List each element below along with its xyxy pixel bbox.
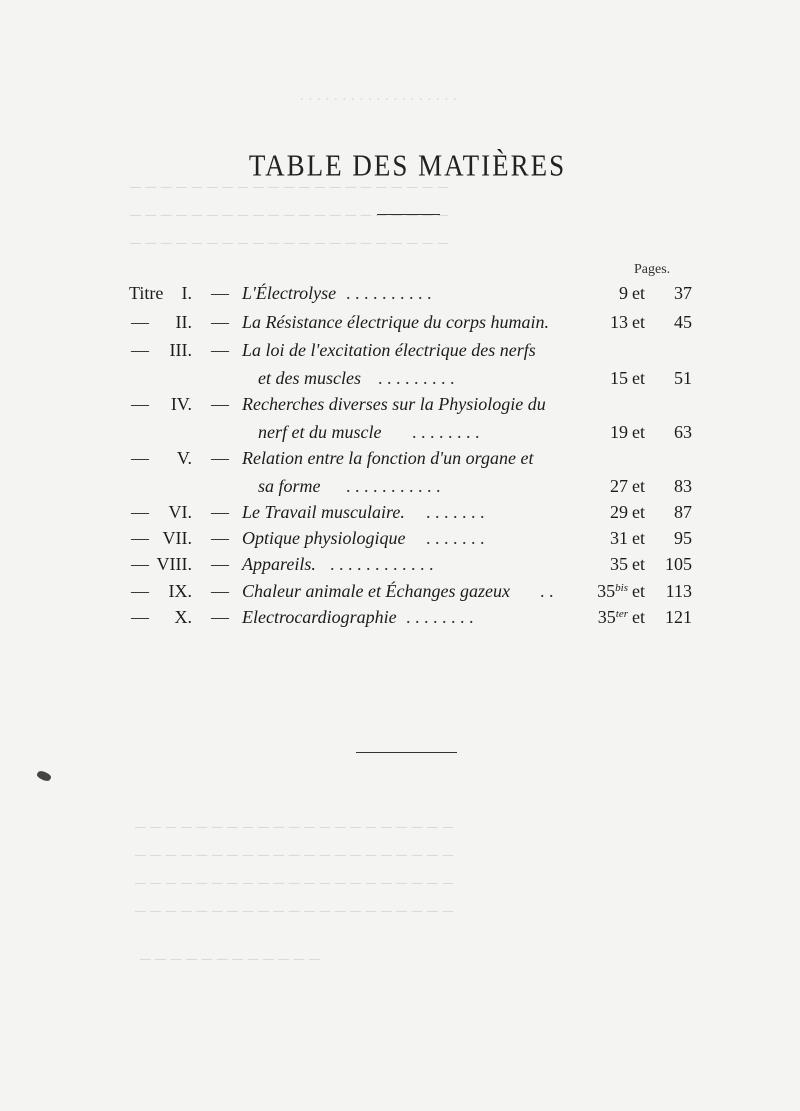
dot-leader: . . bbox=[540, 581, 554, 601]
entry-separator: — bbox=[211, 340, 229, 360]
page-ref-first: 27 bbox=[610, 476, 628, 496]
entry-separator: — bbox=[211, 312, 229, 332]
page-ref-second: 63 bbox=[674, 422, 692, 442]
entry-title-line: et des muscles bbox=[258, 368, 361, 388]
entry-title-line: La loi de l'excitation électrique des nerfs bbox=[242, 340, 536, 360]
page-ref-second: 51 bbox=[674, 368, 692, 388]
entry-separator: — bbox=[211, 528, 229, 548]
title-divider bbox=[377, 214, 440, 215]
ditto-dash: — bbox=[131, 554, 149, 574]
entry-number: VIII. bbox=[156, 554, 192, 574]
dot-leader: . . . . . . . . . bbox=[378, 368, 455, 388]
et-label: et bbox=[632, 554, 645, 574]
dot-leader: . . . . . . . bbox=[426, 502, 485, 522]
et-label: et bbox=[632, 502, 645, 522]
page-ref-suffix: bis bbox=[615, 582, 628, 594]
toc-entry bbox=[0, 554, 800, 578]
entry-separator: — bbox=[211, 581, 229, 601]
entry-title: Le Travail musculaire. bbox=[242, 502, 405, 522]
entry-separator: — bbox=[211, 394, 229, 414]
entry-number: VI. bbox=[168, 502, 192, 522]
page-ref-second: 113 bbox=[665, 581, 692, 601]
entry-title: Optique physiologique bbox=[242, 528, 406, 548]
toc-entry bbox=[0, 502, 800, 526]
entry-separator: — bbox=[211, 607, 229, 627]
page-ref-second: 95 bbox=[674, 528, 692, 548]
show-through-text: ─ ─ ─ ─ ─ ─ ─ ─ ─ ─ ─ ─ ─ ─ ─ ─ ─ ─ ─ ─ ─ bbox=[130, 236, 449, 252]
titre-label: Titre bbox=[129, 283, 164, 303]
et-label: et bbox=[632, 422, 645, 442]
dot-leader: . . . . . . . . bbox=[412, 422, 480, 442]
show-through-text: ─ ─ ─ ─ ─ ─ ─ ─ ─ ─ ─ ─ bbox=[140, 952, 321, 968]
page-ref-first: 9 bbox=[619, 283, 628, 303]
entry-title-line: nerf et du muscle bbox=[258, 422, 382, 442]
et-label: et bbox=[632, 368, 645, 388]
dot-leader: . . . . . . . . . . bbox=[346, 283, 432, 303]
page-ref-second: 121 bbox=[665, 607, 692, 627]
show-through-text: ─ ─ ─ ─ ─ ─ ─ ─ ─ ─ ─ ─ ─ ─ ─ ─ ─ ─ ─ ─ ─ bbox=[135, 848, 454, 864]
page-ref-first: 13 bbox=[610, 312, 628, 332]
page-ref-second: 87 bbox=[674, 502, 692, 522]
dot-leader: . . . . . . . . . . . . bbox=[330, 554, 434, 574]
entry-title-line: Recherches diverses sur la Physiologie du bbox=[242, 394, 546, 414]
toc-entry bbox=[0, 312, 800, 336]
et-label: et bbox=[632, 607, 645, 627]
pages-column-header: Pages. bbox=[634, 262, 671, 277]
entry-number: VII. bbox=[162, 528, 192, 548]
page-ref-second: 37 bbox=[674, 283, 692, 303]
et-label: et bbox=[632, 581, 645, 601]
entry-number: I. bbox=[181, 283, 192, 303]
page-ref-first: 29 bbox=[610, 502, 628, 522]
dot-leader: . . . . . . . . . . . bbox=[346, 476, 441, 496]
entry-title-line: Relation entre la fonction d'un organe et bbox=[242, 448, 534, 468]
toc-entry bbox=[0, 394, 800, 450]
entry-title: La Résistance électrique du corps humain. bbox=[242, 312, 549, 332]
entry-number: V. bbox=[176, 448, 192, 468]
ditto-dash: — bbox=[131, 312, 149, 332]
et-label: et bbox=[632, 528, 645, 548]
entry-separator: — bbox=[211, 283, 229, 303]
ditto-dash: — bbox=[131, 502, 149, 522]
show-through-text: ─ ─ ─ ─ ─ ─ ─ ─ ─ ─ ─ ─ ─ ─ ─ ─ ─ ─ ─ ─ ─ bbox=[130, 208, 449, 224]
page-ref-first: $35^{ter}$ bbox=[597, 607, 628, 627]
toc-entry bbox=[0, 528, 800, 552]
dot-leader: . . . . . . . . bbox=[406, 607, 474, 627]
show-through-text: ─ ─ ─ ─ ─ ─ ─ ─ ─ ─ ─ ─ ─ ─ ─ ─ ─ ─ ─ ─ ─ bbox=[130, 180, 449, 196]
toc-entry bbox=[0, 607, 800, 631]
page-ref-first: $35^{bis}$ bbox=[597, 581, 628, 601]
page-ref-first: 35 bbox=[610, 554, 628, 574]
entry-title: L'Électrolyse bbox=[242, 283, 337, 303]
ditto-dash: — bbox=[131, 607, 149, 627]
entry-separator: — bbox=[211, 502, 229, 522]
page-ref-second: 105 bbox=[665, 554, 692, 574]
ditto-dash: — bbox=[131, 528, 149, 548]
ditto-dash: — bbox=[131, 581, 149, 601]
show-through-text: ─ ─ ─ ─ ─ ─ ─ ─ ─ ─ ─ ─ ─ ─ ─ ─ ─ ─ ─ ─ ─ bbox=[135, 876, 454, 892]
page-ref-suffix: ter bbox=[615, 608, 628, 620]
entry-title: Chaleur animale et Échanges gazeux bbox=[242, 581, 510, 601]
page-title: TABLE DES MATIÈRES bbox=[248, 147, 567, 183]
page-ref-first: 31 bbox=[610, 528, 628, 548]
entry-title: Appareils. bbox=[242, 554, 316, 574]
toc-entry bbox=[0, 448, 800, 504]
page-ref-second: 83 bbox=[674, 476, 692, 496]
page-ref-second: 45 bbox=[674, 312, 692, 332]
entry-number: IV. bbox=[170, 394, 192, 414]
et-label: et bbox=[632, 283, 645, 303]
show-through-text: . . . . . . . . . . . . . . . . . . . bbox=[300, 88, 458, 104]
entry-title-line: sa forme bbox=[258, 476, 321, 496]
ink-blot bbox=[36, 769, 52, 783]
entry-number: X. bbox=[174, 607, 192, 627]
closing-divider bbox=[356, 752, 457, 753]
ditto-dash: — bbox=[131, 340, 149, 360]
entry-separator: — bbox=[211, 448, 229, 468]
dot-leader: . . . . . . . bbox=[426, 528, 485, 548]
entry-number: IX. bbox=[168, 581, 192, 601]
show-through-text: ─ ─ ─ ─ ─ ─ ─ ─ ─ ─ ─ ─ ─ ─ ─ ─ ─ ─ ─ ─ ─ bbox=[135, 820, 454, 836]
page-ref-first: 19 bbox=[610, 422, 628, 442]
et-label: et bbox=[632, 476, 645, 496]
toc-entry bbox=[0, 581, 800, 605]
toc-entry bbox=[0, 340, 800, 396]
et-label: et bbox=[632, 312, 645, 332]
ditto-dash: — bbox=[131, 448, 149, 468]
show-through-text: ─ ─ ─ ─ ─ ─ ─ ─ ─ ─ ─ ─ ─ ─ ─ ─ ─ ─ ─ ─ ─ bbox=[135, 904, 454, 920]
entry-separator: — bbox=[211, 554, 229, 574]
entry-title: Electrocardiographie bbox=[242, 607, 397, 627]
entry-number: III. bbox=[169, 340, 192, 360]
entry-number: II. bbox=[175, 312, 192, 332]
ditto-dash: — bbox=[131, 394, 149, 414]
toc-entry bbox=[0, 283, 800, 307]
page-ref-first: 15 bbox=[610, 368, 628, 388]
